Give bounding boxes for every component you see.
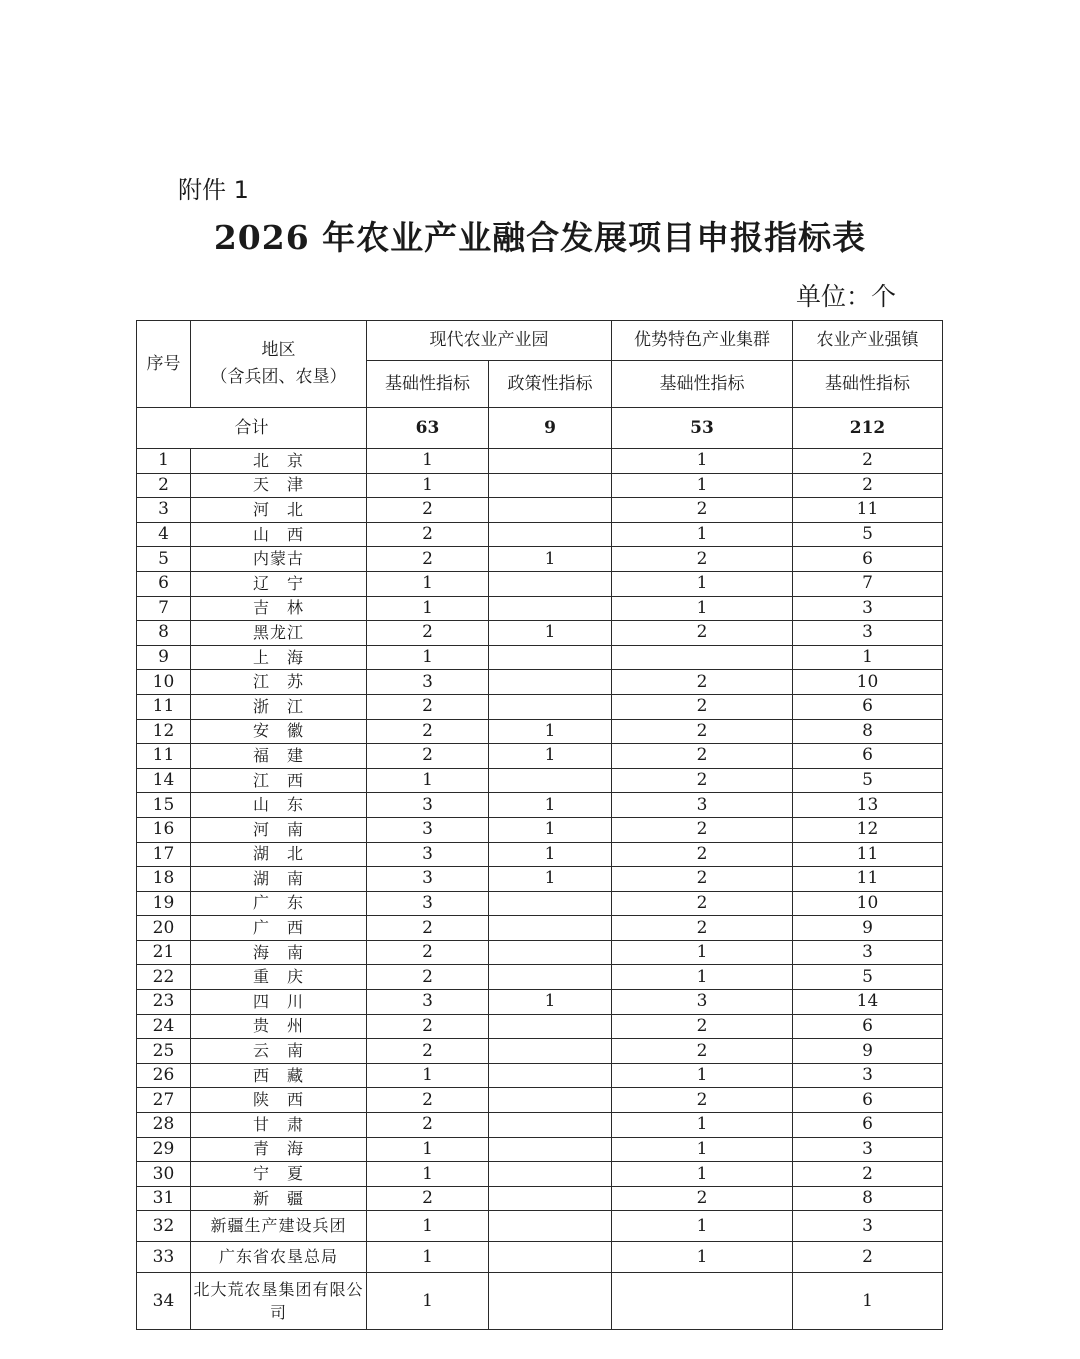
cell-region: 山 东 [191, 793, 367, 818]
cell-cluster-basic: 2 [612, 817, 793, 842]
cell-seq: 3 [137, 498, 191, 523]
cell-region: 广 西 [191, 916, 367, 941]
cell-park-basic: 3 [367, 793, 489, 818]
cell-town-basic: 5 [793, 522, 943, 547]
cell-town-basic: 6 [793, 694, 943, 719]
cell-region: 黑龙江 [191, 621, 367, 646]
cell-cluster-basic: 2 [612, 1014, 793, 1039]
table-row [137, 1014, 943, 1039]
table-row [137, 1088, 943, 1113]
cell-seq: 28 [137, 1113, 191, 1138]
cell-region: 甘 肃 [191, 1113, 367, 1138]
cell-park-policy [489, 1211, 612, 1242]
cell-park-policy: 1 [489, 744, 612, 769]
cell-cluster-basic: 2 [612, 1039, 793, 1064]
cell-cluster-basic: 1 [612, 473, 793, 498]
cell-park-basic: 3 [367, 842, 489, 867]
cell-seq: 32 [137, 1211, 191, 1242]
cell-cluster-basic: 2 [612, 621, 793, 646]
total-town-basic: 212 [793, 408, 943, 449]
cell-park-policy [489, 670, 612, 695]
cell-region: 重 庆 [191, 965, 367, 990]
table-row [137, 793, 943, 818]
cell-park-policy [489, 449, 612, 474]
cell-cluster-basic: 1 [612, 596, 793, 621]
cell-region: 湖 南 [191, 867, 367, 892]
cell-region: 辽 宁 [191, 571, 367, 596]
cell-park-policy [489, 1014, 612, 1039]
table-row [137, 596, 943, 621]
cell-park-basic: 1 [367, 1162, 489, 1187]
cell-cluster-basic: 2 [612, 1186, 793, 1211]
cell-seq: 20 [137, 916, 191, 941]
cell-seq: 1 [137, 449, 191, 474]
cell-park-basic: 1 [367, 1063, 489, 1088]
table-row [137, 1039, 943, 1064]
cell-town-basic: 12 [793, 817, 943, 842]
cell-region: 内蒙古 [191, 547, 367, 572]
table-row [137, 522, 943, 547]
cell-town-basic: 3 [793, 621, 943, 646]
table-row [137, 1242, 943, 1273]
cell-park-policy [489, 473, 612, 498]
table-row [137, 1211, 943, 1242]
table-row [137, 867, 943, 892]
cell-park-basic: 2 [367, 1088, 489, 1113]
table-row [137, 1273, 943, 1330]
cell-region: 吉 林 [191, 596, 367, 621]
cell-town-basic: 1 [793, 1273, 943, 1330]
cell-park-policy [489, 694, 612, 719]
cell-region: 陕 西 [191, 1088, 367, 1113]
cell-town-basic: 9 [793, 916, 943, 941]
header-park-basic: 基础性指标 [367, 361, 489, 408]
cell-park-basic: 2 [367, 719, 489, 744]
cell-park-policy [489, 965, 612, 990]
cell-region: 安 徽 [191, 719, 367, 744]
cell-park-policy: 1 [489, 719, 612, 744]
cell-cluster-basic: 2 [612, 891, 793, 916]
table-row [137, 670, 943, 695]
cell-park-policy [489, 1113, 612, 1138]
cell-region: 四 川 [191, 990, 367, 1015]
cell-seq: 19 [137, 891, 191, 916]
cell-seq: 6 [137, 571, 191, 596]
cell-park-policy [489, 916, 612, 941]
cell-park-basic: 2 [367, 522, 489, 547]
cell-park-basic: 3 [367, 891, 489, 916]
cell-park-policy [489, 522, 612, 547]
cell-seq: 29 [137, 1137, 191, 1162]
table-row [137, 990, 943, 1015]
table-row [137, 940, 943, 965]
cell-park-basic: 3 [367, 670, 489, 695]
cell-seq: 9 [137, 645, 191, 670]
cell-region: 广 东 [191, 891, 367, 916]
cell-park-policy [489, 571, 612, 596]
cell-seq: 11 [137, 744, 191, 769]
cell-cluster-basic: 1 [612, 522, 793, 547]
cell-seq: 30 [137, 1162, 191, 1187]
cell-park-basic: 2 [367, 1014, 489, 1039]
table-row [137, 449, 943, 474]
table-row [137, 768, 943, 793]
cell-region: 天 津 [191, 473, 367, 498]
cell-town-basic: 3 [793, 1063, 943, 1088]
cell-park-basic: 3 [367, 867, 489, 892]
cell-region: 河 南 [191, 817, 367, 842]
cell-park-basic: 2 [367, 621, 489, 646]
cell-town-basic: 3 [793, 1211, 943, 1242]
cell-park-policy: 1 [489, 990, 612, 1015]
table-row [137, 1113, 943, 1138]
cell-town-basic: 6 [793, 1014, 943, 1039]
cell-cluster-basic: 2 [612, 498, 793, 523]
cell-town-basic: 2 [793, 1242, 943, 1273]
cell-park-basic: 2 [367, 498, 489, 523]
cell-cluster-basic: 1 [612, 1137, 793, 1162]
cell-region: 西 藏 [191, 1063, 367, 1088]
table-row [137, 842, 943, 867]
total-park-basic: 63 [367, 408, 489, 449]
cell-park-basic: 1 [367, 768, 489, 793]
header-region-line1: 地区 [261, 339, 296, 360]
cell-cluster-basic: 2 [612, 916, 793, 941]
cell-cluster-basic: 2 [612, 867, 793, 892]
cell-seq: 22 [137, 965, 191, 990]
cell-park-policy [489, 596, 612, 621]
cell-town-basic: 10 [793, 891, 943, 916]
cell-town-basic: 9 [793, 1039, 943, 1064]
cell-seq: 5 [137, 547, 191, 572]
cell-cluster-basic: 2 [612, 768, 793, 793]
cell-cluster-basic: 2 [612, 842, 793, 867]
header-industry-cluster: 优势特色产业集群 [612, 321, 793, 361]
cell-seq: 21 [137, 940, 191, 965]
total-cluster-basic: 53 [612, 408, 793, 449]
cell-park-basic: 3 [367, 990, 489, 1015]
cell-town-basic: 1 [793, 645, 943, 670]
cell-region: 广东省农垦总局 [191, 1242, 367, 1273]
cell-region: 新疆生产建设兵团 [191, 1211, 367, 1242]
cell-cluster-basic: 2 [612, 744, 793, 769]
table-row [137, 719, 943, 744]
cell-town-basic: 6 [793, 547, 943, 572]
cell-park-basic: 2 [367, 547, 489, 572]
cell-town-basic: 7 [793, 571, 943, 596]
cell-park-basic: 2 [367, 1186, 489, 1211]
cell-seq: 7 [137, 596, 191, 621]
table-row [137, 621, 943, 646]
cell-park-basic: 1 [367, 1137, 489, 1162]
cell-cluster-basic: 1 [612, 1211, 793, 1242]
header-park-policy: 政策性指标 [489, 361, 612, 408]
table-row [137, 965, 943, 990]
cell-seq: 10 [137, 670, 191, 695]
cell-seq: 31 [137, 1186, 191, 1211]
cell-region: 贵 州 [191, 1014, 367, 1039]
table-row [137, 694, 943, 719]
cell-region: 云 南 [191, 1039, 367, 1064]
total-row [137, 408, 943, 449]
header-modern-agri-park: 现代农业产业园 [367, 321, 612, 361]
total-park-policy: 9 [489, 408, 612, 449]
cell-park-basic: 2 [367, 940, 489, 965]
table-row [137, 547, 943, 572]
cell-cluster-basic [612, 645, 793, 670]
cell-region: 江 苏 [191, 670, 367, 695]
cell-park-policy [489, 1242, 612, 1273]
cell-cluster-basic: 3 [612, 793, 793, 818]
cell-seq: 8 [137, 621, 191, 646]
cell-region: 江 西 [191, 768, 367, 793]
cell-cluster-basic: 2 [612, 670, 793, 695]
cell-town-basic: 3 [793, 940, 943, 965]
cell-town-basic: 2 [793, 449, 943, 474]
table-row [137, 645, 943, 670]
table-row [137, 1186, 943, 1211]
table-row [137, 1162, 943, 1187]
cell-park-basic: 1 [367, 1211, 489, 1242]
cell-park-policy [489, 768, 612, 793]
cell-park-policy [489, 1039, 612, 1064]
cell-seq: 27 [137, 1088, 191, 1113]
header-region-line2: （含兵团、农垦） [210, 367, 347, 387]
cell-seq: 11 [137, 694, 191, 719]
cell-seq: 14 [137, 768, 191, 793]
cell-region: 青 海 [191, 1137, 367, 1162]
document-title: 2026 年农业产业融合发展项目申报指标表 [213, 218, 867, 257]
cell-town-basic: 11 [793, 498, 943, 523]
table-row [137, 891, 943, 916]
cell-region: 海 南 [191, 940, 367, 965]
cell-seq: 23 [137, 990, 191, 1015]
cell-park-basic: 3 [367, 817, 489, 842]
cell-seq: 2 [137, 473, 191, 498]
cell-region: 北 京 [191, 449, 367, 474]
cell-park-policy: 1 [489, 621, 612, 646]
cell-seq: 26 [137, 1063, 191, 1088]
cell-cluster-basic: 1 [612, 449, 793, 474]
cell-seq: 33 [137, 1242, 191, 1273]
cell-park-policy [489, 1137, 612, 1162]
cell-seq: 12 [137, 719, 191, 744]
cell-park-policy: 1 [489, 547, 612, 572]
cell-town-basic: 5 [793, 768, 943, 793]
indicator-table [136, 320, 943, 1330]
cell-cluster-basic: 1 [612, 1242, 793, 1273]
table-row [137, 571, 943, 596]
table-row [137, 1137, 943, 1162]
cell-region: 新 疆 [191, 1186, 367, 1211]
cell-park-basic: 2 [367, 965, 489, 990]
table-row [137, 817, 943, 842]
cell-region: 北大荒农垦集团有限公司 [191, 1273, 367, 1330]
cell-region: 河 北 [191, 498, 367, 523]
unit-label: 单位：个 [796, 282, 897, 311]
cell-town-basic: 13 [793, 793, 943, 818]
cell-region: 湖 北 [191, 842, 367, 867]
table-row [137, 916, 943, 941]
cell-park-basic: 2 [367, 744, 489, 769]
cell-town-basic: 6 [793, 1113, 943, 1138]
cell-park-policy: 1 [489, 867, 612, 892]
cell-seq: 34 [137, 1273, 191, 1330]
cell-town-basic: 8 [793, 719, 943, 744]
cell-town-basic: 2 [793, 1162, 943, 1187]
cell-park-policy [489, 940, 612, 965]
cell-seq: 4 [137, 522, 191, 547]
cell-park-basic: 2 [367, 916, 489, 941]
cell-cluster-basic: 1 [612, 940, 793, 965]
cell-region: 浙 江 [191, 694, 367, 719]
header-town-basic: 基础性指标 [793, 361, 943, 408]
cell-park-basic: 1 [367, 449, 489, 474]
cell-park-basic: 1 [367, 571, 489, 596]
cell-park-policy [489, 1186, 612, 1211]
cell-cluster-basic: 1 [612, 571, 793, 596]
table-row [137, 498, 943, 523]
cell-town-basic: 10 [793, 670, 943, 695]
table-row [137, 473, 943, 498]
cell-park-policy [489, 1162, 612, 1187]
cell-park-policy [489, 645, 612, 670]
cell-park-policy [489, 498, 612, 523]
cell-park-basic: 1 [367, 1273, 489, 1330]
header-region [191, 321, 367, 408]
header-seq: 序号 [137, 321, 191, 408]
cell-town-basic: 3 [793, 1137, 943, 1162]
cell-seq: 25 [137, 1039, 191, 1064]
cell-cluster-basic: 2 [612, 1088, 793, 1113]
total-label: 合计 [137, 408, 367, 449]
cell-town-basic: 11 [793, 842, 943, 867]
cell-region: 山 西 [191, 522, 367, 547]
cell-region: 福 建 [191, 744, 367, 769]
cell-cluster-basic [612, 1273, 793, 1330]
cell-park-basic: 2 [367, 694, 489, 719]
cell-region: 宁 夏 [191, 1162, 367, 1187]
cell-park-basic: 1 [367, 596, 489, 621]
cell-region: 上 海 [191, 645, 367, 670]
attachment-label: 附件 1 [178, 176, 249, 204]
cell-town-basic: 5 [793, 965, 943, 990]
cell-town-basic: 14 [793, 990, 943, 1015]
cell-seq: 15 [137, 793, 191, 818]
cell-park-policy: 1 [489, 793, 612, 818]
cell-park-policy [489, 1088, 612, 1113]
cell-cluster-basic: 1 [612, 1113, 793, 1138]
cell-park-policy [489, 891, 612, 916]
header-cluster-basic: 基础性指标 [612, 361, 793, 408]
cell-seq: 16 [137, 817, 191, 842]
cell-park-basic: 1 [367, 1242, 489, 1273]
cell-seq: 17 [137, 842, 191, 867]
cell-town-basic: 11 [793, 867, 943, 892]
cell-park-basic: 1 [367, 473, 489, 498]
cell-cluster-basic: 2 [612, 547, 793, 572]
cell-town-basic: 3 [793, 596, 943, 621]
cell-cluster-basic: 1 [612, 1063, 793, 1088]
cell-cluster-basic: 1 [612, 1162, 793, 1187]
table-row [137, 744, 943, 769]
cell-town-basic: 8 [793, 1186, 943, 1211]
cell-park-basic: 2 [367, 1113, 489, 1138]
cell-town-basic: 6 [793, 1088, 943, 1113]
cell-cluster-basic: 2 [612, 694, 793, 719]
cell-seq: 24 [137, 1014, 191, 1039]
cell-town-basic: 2 [793, 473, 943, 498]
cell-park-policy: 1 [489, 817, 612, 842]
cell-park-policy: 1 [489, 842, 612, 867]
cell-seq: 18 [137, 867, 191, 892]
cell-park-basic: 2 [367, 1039, 489, 1064]
cell-cluster-basic: 1 [612, 965, 793, 990]
cell-cluster-basic: 2 [612, 719, 793, 744]
cell-park-policy [489, 1273, 612, 1330]
cell-cluster-basic: 3 [612, 990, 793, 1015]
cell-town-basic: 6 [793, 744, 943, 769]
table-row [137, 1063, 943, 1088]
header-strong-town: 农业产业强镇 [793, 321, 943, 361]
cell-park-policy [489, 1063, 612, 1088]
cell-park-basic: 1 [367, 645, 489, 670]
